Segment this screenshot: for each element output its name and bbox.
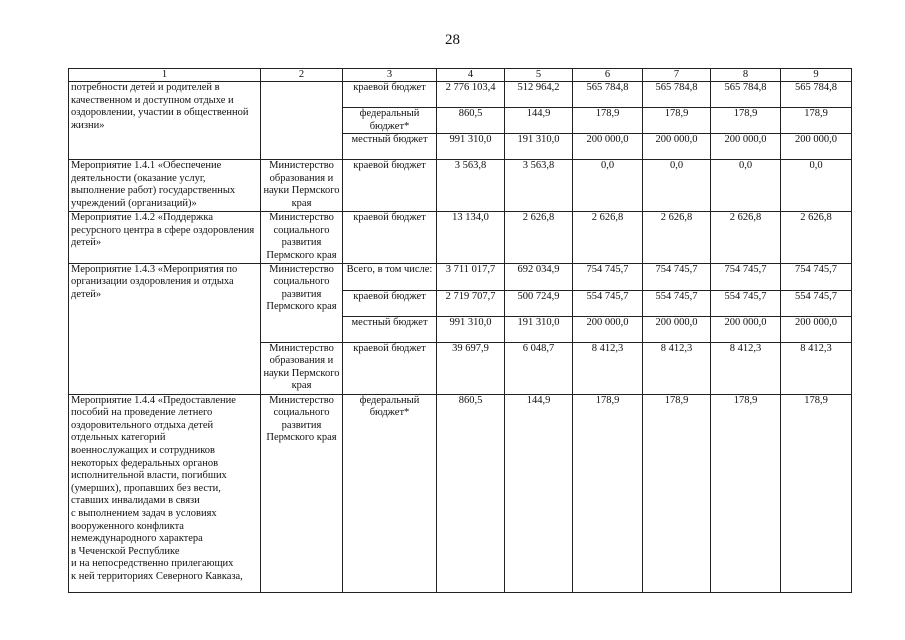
funding-source: краевой бюджет <box>343 212 437 263</box>
executor-cell <box>261 82 343 160</box>
name-line: Мероприятие 1.4.4 «Предоставление <box>71 394 236 406</box>
value-cell: 178,9 <box>781 108 852 134</box>
table-row <box>69 394 852 592</box>
value-cell: 3 563,8 <box>505 160 573 212</box>
value-cell: 860,5 <box>437 108 505 134</box>
name-line: (умерших), пропавших без вести, <box>71 482 221 494</box>
value-cell: 144,9 <box>505 394 573 592</box>
activity-name: Мероприятие 1.4.2 «Поддержка ресурсного центра в сфере оздоровления детей» <box>69 212 261 263</box>
value-cell: 178,9 <box>643 108 711 134</box>
value-cell: 200 000,0 <box>781 316 852 342</box>
value-cell: 200 000,0 <box>781 134 852 160</box>
name-line: некоторых федеральных органов <box>71 457 219 469</box>
funding-source: краевой бюджет <box>343 160 437 212</box>
table-header-row <box>69 69 852 82</box>
page-number: 28 <box>445 32 460 48</box>
name-line: и на непосредственно прилегающих <box>71 558 234 570</box>
value-cell: 0,0 <box>573 160 643 212</box>
table-row <box>69 160 852 212</box>
funding-source: федеральный бюджет* <box>343 108 437 134</box>
value-cell: 39 697,9 <box>437 342 505 394</box>
name-line: пособий на проведение летнего <box>71 407 213 419</box>
value-cell: 8 412,3 <box>573 342 643 394</box>
name-line: оздоровительного отдыха детей <box>71 419 214 431</box>
header-cell: 7 <box>643 69 711 82</box>
value-cell: 200 000,0 <box>643 316 711 342</box>
table-row <box>69 263 852 290</box>
value-cell: 512 964,2 <box>505 82 573 108</box>
header-cell: 1 <box>69 69 261 82</box>
name-line: в Чеченской Республике <box>71 545 180 557</box>
name-line: военнослужащих и сотрудников <box>71 444 215 456</box>
funding-source: местный бюджет <box>343 134 437 160</box>
value-cell: 2 626,8 <box>505 212 573 263</box>
value-cell: 0,0 <box>711 160 781 212</box>
value-cell: 2 719 707,7 <box>437 290 505 316</box>
value-cell: 500 724,9 <box>505 290 573 316</box>
header-cell: 5 <box>505 69 573 82</box>
table-row <box>69 212 852 263</box>
budget-table <box>68 68 852 593</box>
header-cell: 3 <box>343 69 437 82</box>
value-cell: 860,5 <box>437 394 505 592</box>
value-cell: 2 776 103,4 <box>437 82 505 108</box>
funding-source: Всего, в том числе: <box>343 263 437 290</box>
name-line: отдельных категорий <box>71 432 166 444</box>
header-cell: 4 <box>437 69 505 82</box>
header-cell: 9 <box>781 69 852 82</box>
name-line: немеждународного характера <box>71 533 203 545</box>
name-line: к ней территориях Северного Кавказа, <box>71 570 243 582</box>
value-cell: 754 745,7 <box>573 263 643 290</box>
value-cell: 0,0 <box>781 160 852 212</box>
value-cell: 13 134,0 <box>437 212 505 263</box>
value-cell: 191 310,0 <box>505 316 573 342</box>
value-cell: 2 626,8 <box>711 212 781 263</box>
value-cell: 144,9 <box>505 108 573 134</box>
funding-source: краевой бюджет <box>343 342 437 394</box>
value-cell: 554 745,7 <box>711 290 781 316</box>
header-cell: 8 <box>711 69 781 82</box>
value-cell: 8 412,3 <box>643 342 711 394</box>
value-cell: 565 784,8 <box>643 82 711 108</box>
header-cell: 2 <box>261 69 343 82</box>
value-cell: 200 000,0 <box>573 134 643 160</box>
name-line: вооруженного конфликта <box>71 520 184 532</box>
value-cell: 200 000,0 <box>711 316 781 342</box>
executor-cell: Министерство образования и науки Пермского края <box>261 342 343 394</box>
activity-name: потребности детей и родителей в качественном и доступном отдыхе и оздоровлении, участии в общественной жизни» <box>69 82 261 160</box>
funding-source: федеральный бюджет* <box>343 394 437 592</box>
value-cell: 200 000,0 <box>573 316 643 342</box>
value-cell: 0,0 <box>643 160 711 212</box>
value-cell: 191 310,0 <box>505 134 573 160</box>
activity-name: Мероприятие 1.4.3 «Мероприятия по организации оздоровления и отдыха детей» <box>69 263 261 394</box>
header-cell: 6 <box>573 69 643 82</box>
funding-source: краевой бюджет <box>343 82 437 108</box>
value-cell: 200 000,0 <box>711 134 781 160</box>
value-cell: 178,9 <box>781 394 852 592</box>
value-cell: 8 412,3 <box>711 342 781 394</box>
value-cell: 554 745,7 <box>573 290 643 316</box>
name-line: с выполнением задач в условиях <box>71 507 217 519</box>
value-cell: 178,9 <box>711 108 781 134</box>
value-cell: 754 745,7 <box>781 263 852 290</box>
value-cell: 991 310,0 <box>437 134 505 160</box>
value-cell: 200 000,0 <box>643 134 711 160</box>
value-cell: 554 745,7 <box>643 290 711 316</box>
value-cell: 565 784,8 <box>573 82 643 108</box>
value-cell: 2 626,8 <box>573 212 643 263</box>
value-cell: 692 034,9 <box>505 263 573 290</box>
funding-source: местный бюджет <box>343 316 437 342</box>
value-cell: 2 626,8 <box>781 212 852 263</box>
activity-name: Мероприятие 1.4.1 «Обеспечение деятельности (оказание услуг, выполнение работ) государственных учреждений (организаций)» <box>69 160 261 212</box>
value-cell: 565 784,8 <box>781 82 852 108</box>
value-cell: 178,9 <box>643 394 711 592</box>
table-row <box>69 82 852 108</box>
activity-name <box>69 394 261 592</box>
executor-cell: Министерство социального развития Пермского края <box>261 263 343 342</box>
value-cell: 2 626,8 <box>643 212 711 263</box>
value-cell: 554 745,7 <box>781 290 852 316</box>
value-cell: 3 711 017,7 <box>437 263 505 290</box>
name-line: исполнительной власти, погибших <box>71 470 227 482</box>
value-cell: 754 745,7 <box>711 263 781 290</box>
executor-cell: Министерство социального развития Пермского края <box>261 212 343 263</box>
value-cell: 991 310,0 <box>437 316 505 342</box>
executor-cell: Министерство образования и науки Пермского края <box>261 160 343 212</box>
value-cell: 6 048,7 <box>505 342 573 394</box>
funding-source: краевой бюджет <box>343 290 437 316</box>
value-cell: 8 412,3 <box>781 342 852 394</box>
value-cell: 178,9 <box>573 394 643 592</box>
value-cell: 178,9 <box>573 108 643 134</box>
value-cell: 178,9 <box>711 394 781 592</box>
value-cell: 3 563,8 <box>437 160 505 212</box>
value-cell: 565 784,8 <box>711 82 781 108</box>
value-cell: 754 745,7 <box>643 263 711 290</box>
name-line: ставших инвалидами в связи <box>71 495 200 507</box>
executor-cell: Министерство социального развития Пермского края <box>261 394 343 592</box>
